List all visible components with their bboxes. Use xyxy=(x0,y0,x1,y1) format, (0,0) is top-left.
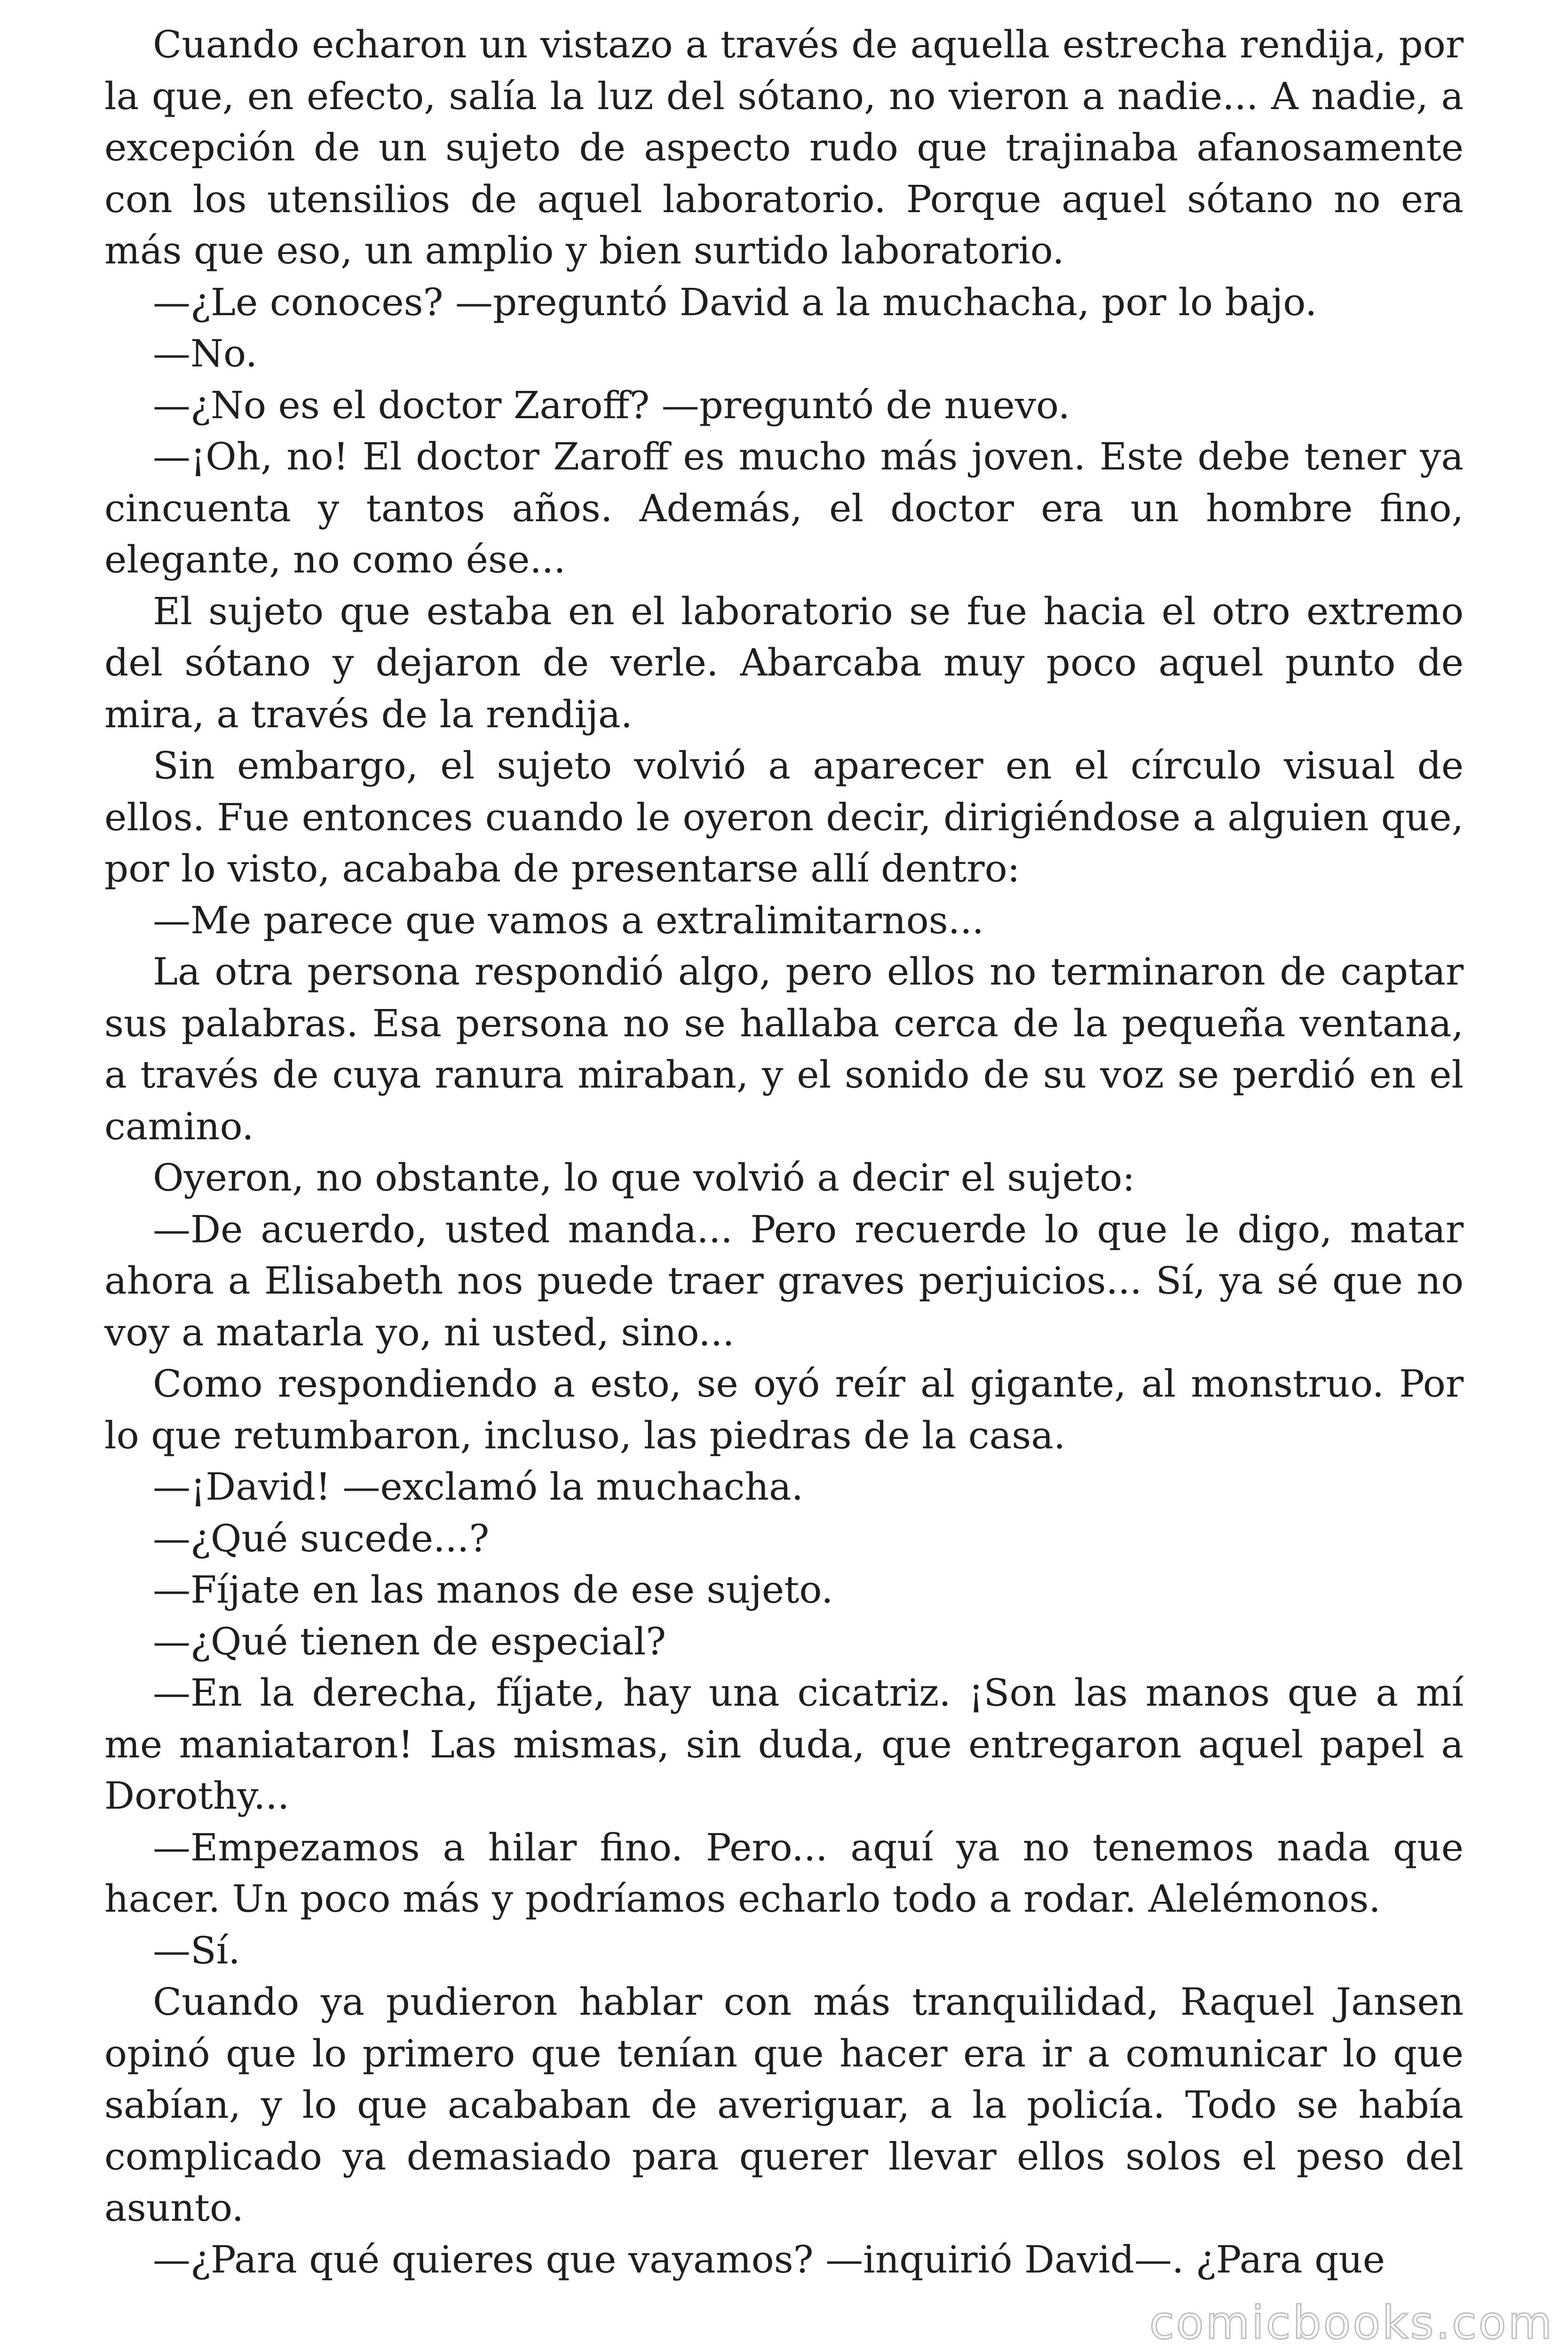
paragraph: —Sí. xyxy=(153,1928,240,1972)
paragraph: —De acuerdo, usted manda... Pero recuerde lo que le digo, matar ahora a Elisabeth nos puede traer graves perjuicios... Sí, ya sé que no voy a matarla yo, ni usted, sino... xyxy=(104,1207,1464,1354)
paragraph: —¿Qué sucede...? xyxy=(153,1516,490,1560)
page-body xyxy=(104,19,1464,2285)
paragraph: —¿Qué tienen de especial? xyxy=(153,1619,666,1663)
paragraph: Sin embargo, el sujeto volvió a aparecer en el círculo visual de ellos. Fue entonces cuando le oyeron decir, dirigiéndose a alguien que, por lo visto, acababa de presentarse allí dentro: xyxy=(104,744,1464,890)
paragraph: —Empezamos a hilar fino. Pero... aquí ya no tenemos nada que hacer. Un poco más y podríamos echarlo todo a rodar. Alelémonos. xyxy=(104,1825,1464,1921)
paragraph: —¿Para qué quieres que vayamos? —inquirió David—. ¿Para que xyxy=(153,2237,1385,2281)
paragraph: —En la derecha, fíjate, hay una cicatriz. ¡Son las manos que a mí me maniataron! Las mismas, sin duda, que entregaron aquel papel a Dorothy... xyxy=(104,1671,1464,1818)
paragraph: —¿Le conoces? —preguntó David a la muchacha, por lo bajo. xyxy=(153,280,1317,324)
paragraph: La otra persona respondió algo, pero ellos no terminaron de captar sus palabras. Esa persona no se hallaba cerca de la pequeña ventana, a través de cuya ranura miraban, y el sonido de su voz se perdió en el camino. xyxy=(104,950,1464,1148)
paragraph: —¡David! —exclamó la muchacha. xyxy=(153,1465,804,1509)
paragraph: —Fíjate en las manos de ese sujeto. xyxy=(153,1568,833,1612)
paragraph: —¡Oh, no! El doctor Zaroff es mucho más joven. Este debe tener ya cincuenta y tantos años. Además, el doctor era un hombre fino, elegante, no como ése... xyxy=(104,435,1464,581)
paragraph: Cuando echaron un vistazo a través de aquella estrecha rendija, por la que, en efecto, salía la luz del sótano, no vieron a nadie... A nadie, a excepción de un sujeto de aspecto rudo que trajinaba afanosamente con los utensilios de aquel laboratorio. Porque aquel sótano no era más que eso, un amplio y bien surtido laboratorio. xyxy=(104,23,1464,272)
paragraph: Como respondiendo a esto, se oyó reír al gigante, al monstruo. Por lo que retumbaron, incluso, las piedras de la casa. xyxy=(104,1362,1464,1457)
paragraph: Oyeron, no obstante, lo que volvió a decir el sujeto: xyxy=(153,1156,1135,1200)
paragraph: Cuando ya pudieron hablar con más tranquilidad, Raquel Jansen opinó que lo primero que tenían que hacer era ir a comunicar lo que sabían, y lo que acababan de averiguar, a la policía. Todo se había complicado ya demasiado para querer llevar ellos solos el peso del asunto. xyxy=(104,1980,1464,2230)
paragraph: —Me parece que vamos a extralimitarnos... xyxy=(153,898,984,942)
paragraph: El sujeto que estaba en el laboratorio se fue hacia el otro extremo del sótano y dejaron de verle. Abarcaba muy poco aquel punto de mira, a través de la rendija. xyxy=(104,589,1464,736)
paragraph: —No. xyxy=(153,332,258,375)
paragraph: —¿No es el doctor Zaroff? —preguntó de nuevo. xyxy=(153,383,1070,427)
watermark: comicbooks.com xyxy=(1149,2296,1554,2349)
